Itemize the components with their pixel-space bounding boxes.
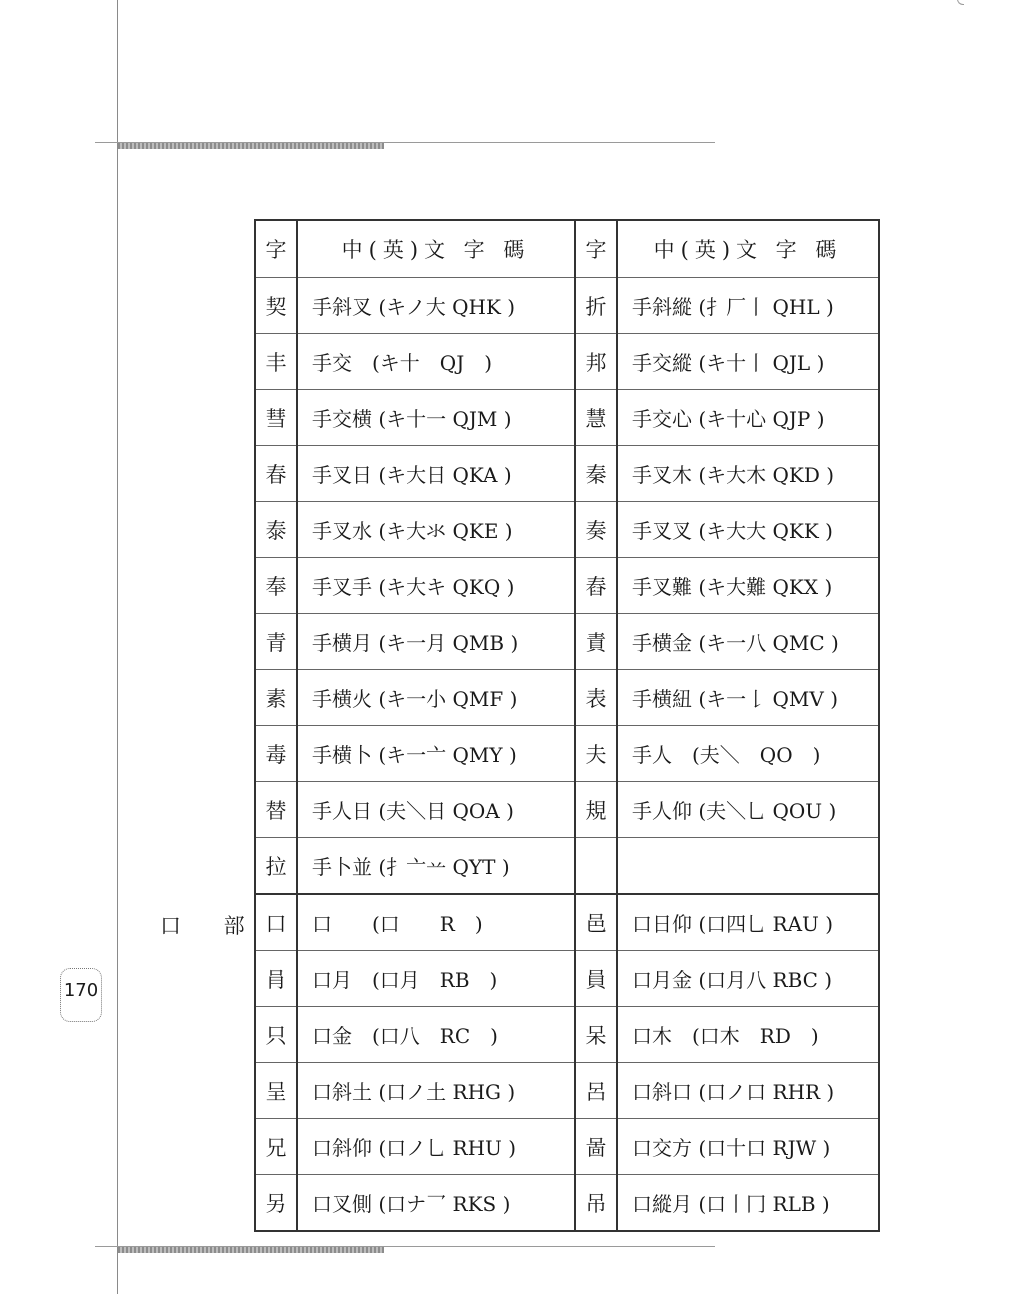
char-cell: 折 [575,278,617,334]
char-cell: 丰 [255,334,297,390]
code-cell: 口金 (口八 RC ) [297,1007,575,1063]
table-row [255,278,879,334]
code-cell: 手叉日 (キ大日 QKA ) [297,446,575,502]
code-cell: 手交横 (キ十一 QJM ) [297,390,575,446]
code-cell: 口斜仰 (口ノ乚 RHU ) [297,1119,575,1175]
table-row [255,1063,879,1119]
header-code: 中(英)文 字 碼 [297,220,575,278]
code-cell: 口木 (口木 RD ) [617,1007,879,1063]
table-row [255,894,879,951]
table-row [255,614,879,670]
char-cell: 彗 [255,390,297,446]
code-cell: 手斜叉 (キノ大 QHK ) [297,278,575,334]
code-table [254,219,880,1232]
code-cell: 手斜縱 (扌厂丨 QHL ) [617,278,879,334]
code-cell: 手横紐 (キ一𠄌 QMV ) [617,670,879,726]
code-cell: 口 (口 R ) [297,894,575,951]
code-cell: 口斜土 (口ノ土 RHG ) [297,1063,575,1119]
code-cell: 口斜口 (口ノ口 RHR ) [617,1063,879,1119]
code-cell: 手叉難 (キ大難 QKX ) [617,558,879,614]
code-cell: 口縱月 (口丨冂 RLB ) [617,1175,879,1232]
code-cell: 手横卜 (キ一亠 QMY ) [297,726,575,782]
code-cell: 手叉叉 (キ大大 QKK ) [617,502,879,558]
table-row [255,1119,879,1175]
char-cell: 兄 [255,1119,297,1175]
table-row [255,446,879,502]
char-cell: 只 [255,1007,297,1063]
code-cell: 手交 (キ十 QJ ) [297,334,575,390]
char-cell: 邦 [575,334,617,390]
corner-mark [957,0,964,5]
char-cell: 啚 [575,1119,617,1175]
char-cell: 慧 [575,390,617,446]
char-cell: 口 [255,894,297,951]
header-char: 字 [575,220,617,278]
char-cell [575,838,617,895]
char-cell: 青 [255,614,297,670]
char-cell: 另 [255,1175,297,1232]
char-cell: 呆 [575,1007,617,1063]
table-row [255,951,879,1007]
code-cell: 手人日 (夫＼日 QOA ) [297,782,575,838]
table-row [255,334,879,390]
page-number: 170 [60,968,102,1022]
table-row [255,1007,879,1063]
code-cell: 口交方 (口十口 RJW ) [617,1119,879,1175]
char-cell: 邑 [575,894,617,951]
code-cell: 口叉側 (口ナ乛 RKS ) [297,1175,575,1232]
code-cell: 手卜並 (扌亠䒑 QYT ) [297,838,575,895]
code-cell: 手交心 (キ十心 QJP ) [617,390,879,446]
section-label: 口 部 [160,914,263,938]
table-row [255,502,879,558]
header-code: 中(英)文 字 碼 [617,220,879,278]
code-cell: 手叉木 (キ大木 QKD ) [617,446,879,502]
code-cell [617,838,879,895]
char-cell: 拉 [255,838,297,895]
char-cell: 春 [255,446,297,502]
table-row [255,782,879,838]
char-cell: 夫 [575,726,617,782]
bottom-rule-bar [118,1247,384,1253]
table-header-row [255,220,879,278]
code-cell: 手横月 (キ一月 QMB ) [297,614,575,670]
char-cell: 規 [575,782,617,838]
left-margin-line [117,0,118,1294]
char-cell: 秦 [575,446,617,502]
char-cell: 呈 [255,1063,297,1119]
header-char: 字 [255,220,297,278]
char-cell: 奏 [575,502,617,558]
code-cell: 手叉水 (キ大氺 QKE ) [297,502,575,558]
table-row [255,1175,879,1232]
table-row [255,726,879,782]
code-cell: 手叉手 (キ大キ QKQ ) [297,558,575,614]
char-cell: 毒 [255,726,297,782]
top-rule-bar [118,143,384,149]
code-cell: 手横火 (キ一小 QMF ) [297,670,575,726]
code-cell: 口日仰 (口四乚 RAU ) [617,894,879,951]
code-cell: 手横金 (キ一八 QMC ) [617,614,879,670]
char-cell: 素 [255,670,297,726]
char-cell: 奉 [255,558,297,614]
char-cell: 舂 [575,558,617,614]
char-cell: 肙 [255,951,297,1007]
table-row [255,390,879,446]
char-cell: 呂 [575,1063,617,1119]
char-cell: 責 [575,614,617,670]
code-cell: 口月金 (口月八 RBC ) [617,951,879,1007]
code-cell: 手人 (夫＼ QO ) [617,726,879,782]
code-cell: 手人仰 (夫＼乚 QOU ) [617,782,879,838]
code-cell: 手交縱 (キ十丨 QJL ) [617,334,879,390]
table-row [255,670,879,726]
char-cell: 表 [575,670,617,726]
table-row [255,838,879,895]
char-cell: 契 [255,278,297,334]
code-cell: 口月 (口月 RB ) [297,951,575,1007]
char-cell: 員 [575,951,617,1007]
char-cell: 泰 [255,502,297,558]
char-cell: 替 [255,782,297,838]
table-row [255,558,879,614]
char-cell: 吊 [575,1175,617,1232]
